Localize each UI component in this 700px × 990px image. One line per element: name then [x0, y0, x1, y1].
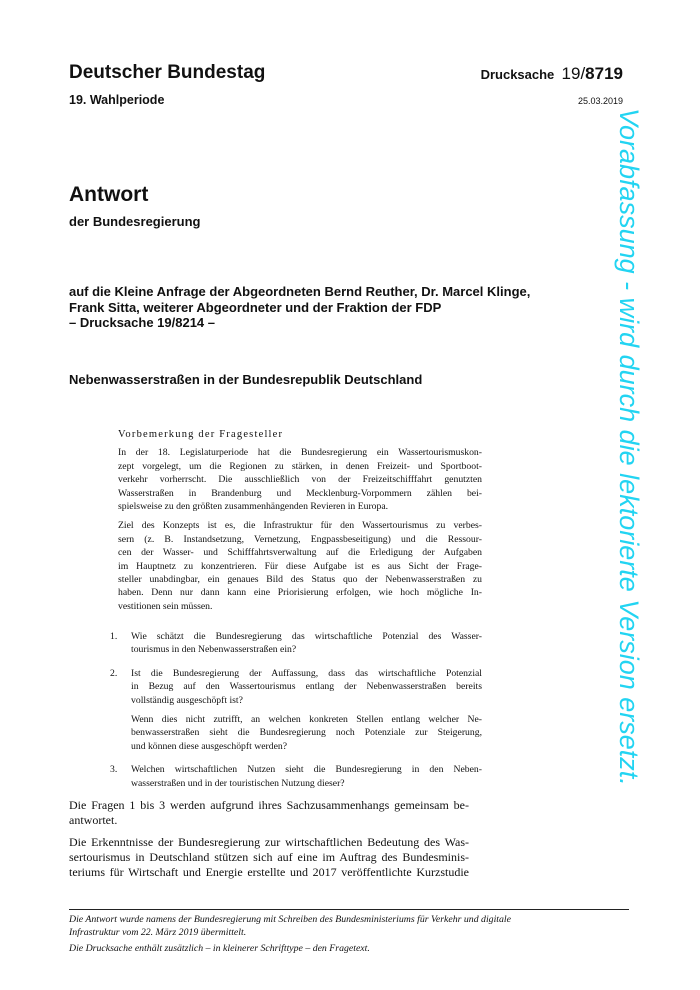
footer-line: Die Drucksache enthält zusätzlich – in kleinerer Schrifttype – den Fragetext. — [69, 943, 370, 955]
drucksache-prefix: 19/ — [561, 64, 586, 83]
answer-paragraph — [69, 798, 469, 828]
preliminary-line: vestitionen sein müssen. — [118, 600, 213, 612]
question-list — [110, 630, 482, 800]
preliminary-line: im Hauptnetz zu konzentrieren. Für diese Aufgabe ist es aus Sicht der Frage- — [118, 560, 482, 572]
institution-title: Deutscher Bundestag — [69, 62, 266, 83]
answer-line: sertourismus in Deutschland stützen sich auf eine im Auftrag des Bundesminis- — [69, 850, 469, 864]
answer-line: Die Erkenntnisse der Bundesregierung zur wirtschaftlichen Bedeutung des Was- — [69, 835, 469, 849]
preliminary-line: Ziel des Konzepts ist es, die Infrastruktur für den Wassertourismus zu verbes- — [118, 520, 482, 532]
question-line: Wie schätzt die Bundesregierung das wirtschaftliche Potenzial des Wasser- — [131, 631, 482, 642]
inquiry-reference — [69, 284, 589, 331]
document-subtitle: der Bundesregierung — [69, 214, 201, 229]
question-item — [110, 630, 482, 657]
footer-note — [69, 914, 629, 939]
inquiry-line: auf die Kleine Anfrage der Abgeordneten Bernd Reuther, Dr. Marcel Klinge, — [69, 284, 531, 299]
preliminary-remarks — [118, 428, 482, 619]
preliminary-paragraph — [118, 519, 482, 613]
question-number: 2. — [110, 667, 118, 679]
question-number: 3. — [110, 764, 118, 776]
preliminary-line: zept vorgelegt, um die Regionen zu stärken, in denen Freizeit- und Sportboot- — [118, 460, 482, 472]
preliminary-line: verkehr vorherrscht. Die ausschließlich von der Freizeitschifffahrt genutzten — [118, 474, 482, 486]
question-text — [131, 667, 482, 753]
question-paragraph — [131, 667, 482, 707]
question-paragraph — [131, 630, 482, 657]
preliminary-line: steller unabdingbar, ein genaues Bild des Status quo der Nebenwasserstraßen zu — [118, 574, 482, 586]
question-line: Welchen wirtschaftlichen Nutzen sieht die Bundesregierung in den Neben- — [131, 764, 482, 776]
question-text — [131, 630, 482, 657]
drucksache-id: 8719 — [585, 64, 623, 83]
document-topic: Nebenwasserstraßen in der Bundesrepublik Deutschland — [69, 372, 423, 387]
question-line: vollständig ausgeschöpft ist? — [131, 694, 243, 706]
question-line: in Bezug auf den Wassertourismus entlang der Nebenwasserstraßen bereits — [131, 681, 482, 693]
answer-text — [69, 798, 469, 887]
question-item — [110, 667, 482, 753]
preliminary-paragraph — [118, 446, 482, 513]
footer-line: Infrastruktur vom 22. März 2019 übermittelt. — [69, 926, 247, 938]
preliminary-line: spielsweise zu den größten zusammenhängenden Revieren in Europa. — [118, 501, 389, 513]
drucksache-label: Drucksache — [480, 67, 555, 82]
document-date: 25.03.2019 — [577, 96, 623, 106]
drucksache-number — [481, 64, 623, 84]
question-paragraph — [131, 713, 482, 753]
question-number: 1. — [110, 631, 118, 642]
footer-line: Die Antwort wurde namens der Bundesregierung mit Schreiben des Bundesministeriums für Verkehr und digitale — [69, 914, 511, 925]
answer-paragraph — [69, 835, 469, 880]
question-line: Wenn dies nicht zutrifft, an welchen konkreten Stellen entlang welcher Ne- — [131, 714, 482, 726]
question-item — [110, 763, 482, 790]
inquiry-line: Frank Sitta, weiterer Abgeordneter und der Fraktion der FDP — [69, 299, 442, 315]
question-text — [131, 763, 482, 790]
answer-line: Die Fragen 1 bis 3 werden aufgrund ihres Sachzusammenhangs gemeinsam be- — [69, 798, 469, 812]
inquiry-line: – Drucksache 19/8214 – — [69, 315, 215, 331]
preliminary-line: In der 18. Legislaturperiode hat die Bundesregierung ein Wassertourismuskon- — [118, 447, 482, 459]
document-type: Antwort — [69, 183, 149, 206]
question-line: benwasserstraßen sieht die Bundesregierung noch Potenziale zur Steigerung, — [131, 727, 482, 739]
preliminary-body — [118, 446, 482, 613]
preliminary-heading: Vorbemerkung der Fragesteller — [118, 429, 284, 440]
question-paragraph — [131, 763, 482, 790]
draft-watermark: Vorabfassung - wird durch die lektorierte Version ersetzt. — [614, 108, 644, 786]
answer-line: teriums für Wirtschaft und Energie erstellte und 2017 veröffentlichte Kurzstudie — [69, 865, 469, 879]
question-line: Ist die Bundesregierung der Auffassung, dass das wirtschaftliche Potenzial — [131, 667, 482, 679]
question-line: wasserstraßen und in der touristischen Nutzung dieser? — [131, 777, 345, 789]
footer-notes — [69, 914, 629, 960]
electoral-period: 19. Wahlperiode — [69, 93, 165, 107]
preliminary-line: cen der Wasser- und Schifffahrtsverwaltung auf die Erledigung der Aufgaben — [118, 547, 482, 559]
preliminary-line: sern (z. B. Instandsetzung, Vernetzung, Engpassbeseitigung) und die Ressour- — [118, 533, 482, 545]
footer-note — [69, 943, 629, 956]
preliminary-line: Wasserstraßen in Brandenburg und Mecklenburg-Vorpommern zählen bei- — [118, 487, 482, 499]
question-line: und können diese ausgeschöpft werden? — [131, 740, 288, 752]
question-line: tourismus in den Nebenwasserstraßen ein? — [131, 644, 297, 656]
preliminary-line: haben. Denn nur dann kann eine Priorisierung erfolgen, wie hoch mögliche In- — [118, 587, 482, 599]
answer-line: antwortet. — [69, 813, 118, 827]
footer-divider — [69, 909, 629, 910]
